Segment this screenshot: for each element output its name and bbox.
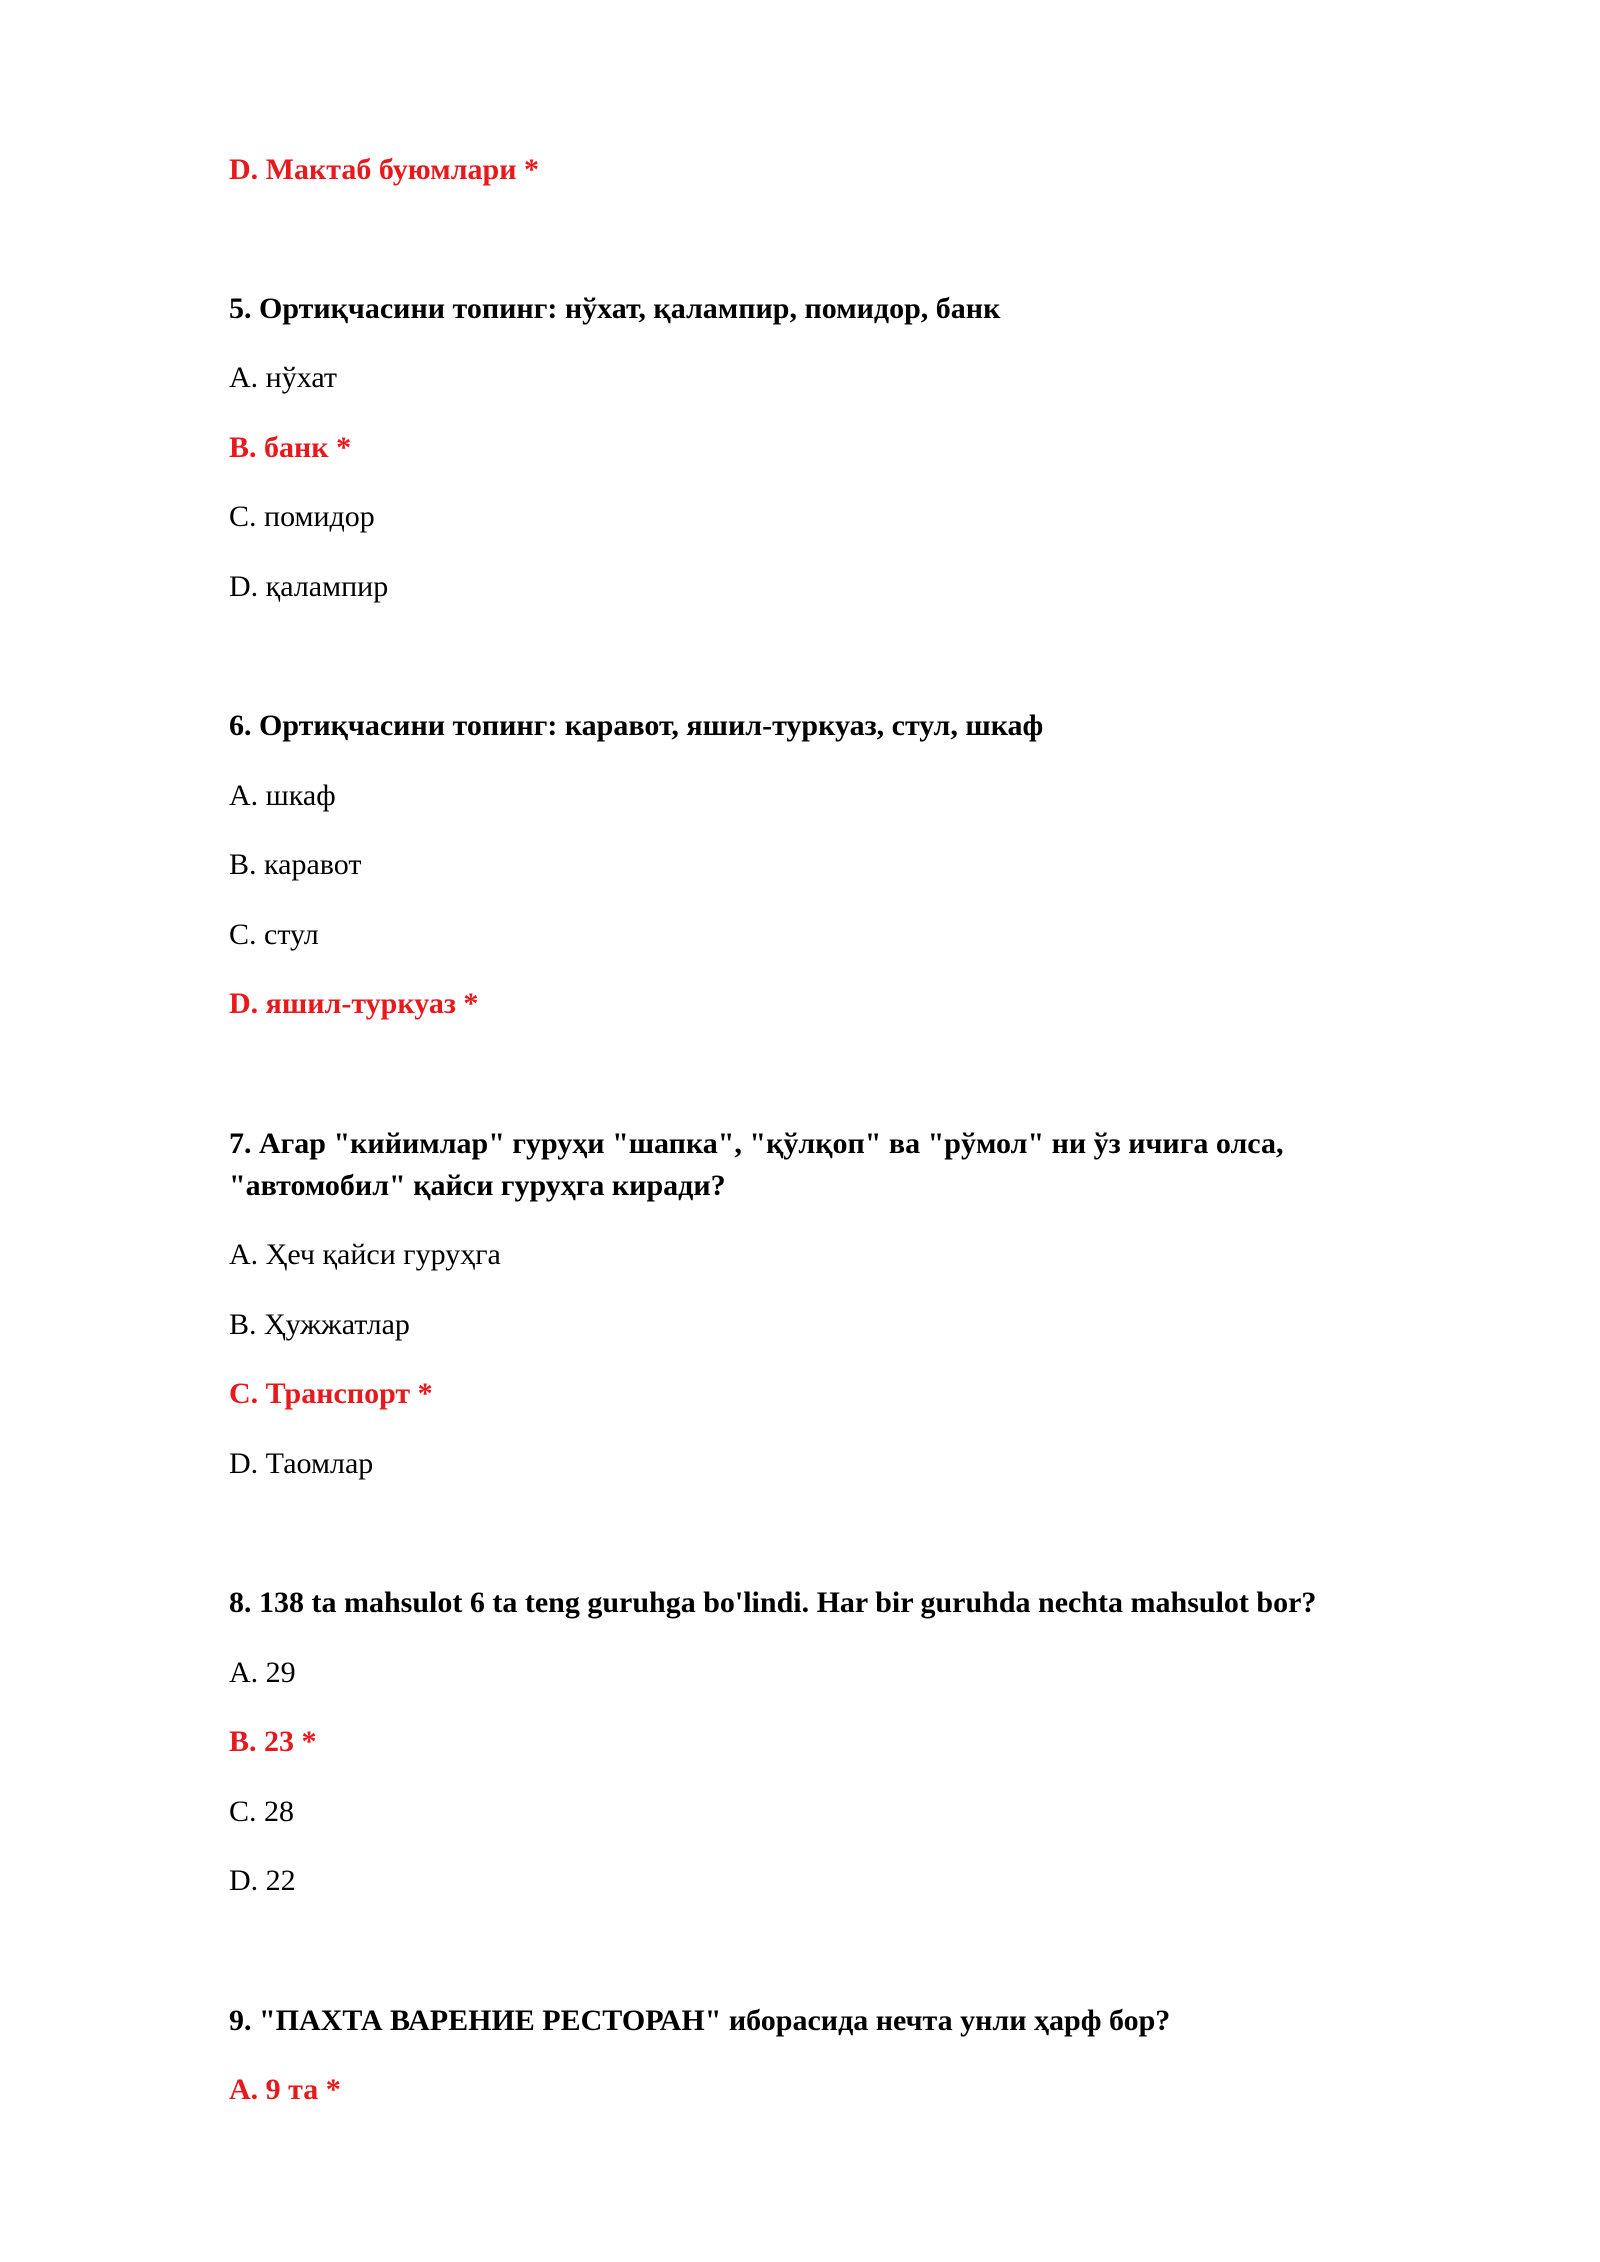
question-9-option-a: A. 9 та * <box>229 2073 341 2106</box>
question-6-text: 6. Ортиқчасини топинг: каравот, яшил-туркуаз, стул, шкаф <box>229 709 1044 742</box>
question-5-option-c: C. помидор <box>229 500 375 533</box>
question-7-option-d: D. Таомлар <box>229 1447 374 1480</box>
question-7-option-c: C. Транспорт * <box>229 1377 433 1410</box>
question-7-option-b: B. Ҳужжатлар <box>229 1308 410 1341</box>
question-7-text-line-1: 7. Агар "кийимлар" гуруҳи "шапка", "қўлқоп" ва "рўмол" ни ўз ичига олса, <box>229 1127 1284 1160</box>
question-6-option-b: B. каравот <box>229 848 362 881</box>
question-5-option-d: D. қалампир <box>229 570 389 603</box>
question-7-option-a: A. Ҳеч қайси гуруҳга <box>229 1238 501 1271</box>
question-5-text: 5. Ортиқчасини топинг: нўхат, қалампир, помидор, банк <box>229 292 1001 325</box>
question-9-text: 9. "ПАХТА ВАРЕНИЕ РЕСТОРАН" иборасида нечта унли ҳарф бор? <box>229 2004 1171 2037</box>
prev-question-answer-d: D. Мактаб буюмлари * <box>229 153 539 186</box>
question-8-option-c: C. 28 <box>229 1795 295 1828</box>
question-8-option-b: B. 23 * <box>229 1725 317 1758</box>
question-6-option-a: A. шкаф <box>229 779 336 812</box>
question-8-option-a: A. 29 <box>229 1656 296 1689</box>
question-6-option-d: D. яшил-туркуаз * <box>229 987 479 1020</box>
question-8-option-d: D. 22 <box>229 1864 296 1897</box>
question-8-text: 8. 138 ta mahsulot 6 ta teng guruhga bo'lindi. Har bir guruhda nechta mahsulot bor? <box>229 1586 1317 1619</box>
question-5-option-a: A. нўхат <box>229 361 337 394</box>
question-7-text-line-2: "автомобил" қайси гуруҳга киради? <box>229 1169 726 1202</box>
question-5-option-b: B. банк * <box>229 431 352 464</box>
question-6-option-c: C. стул <box>229 918 319 951</box>
